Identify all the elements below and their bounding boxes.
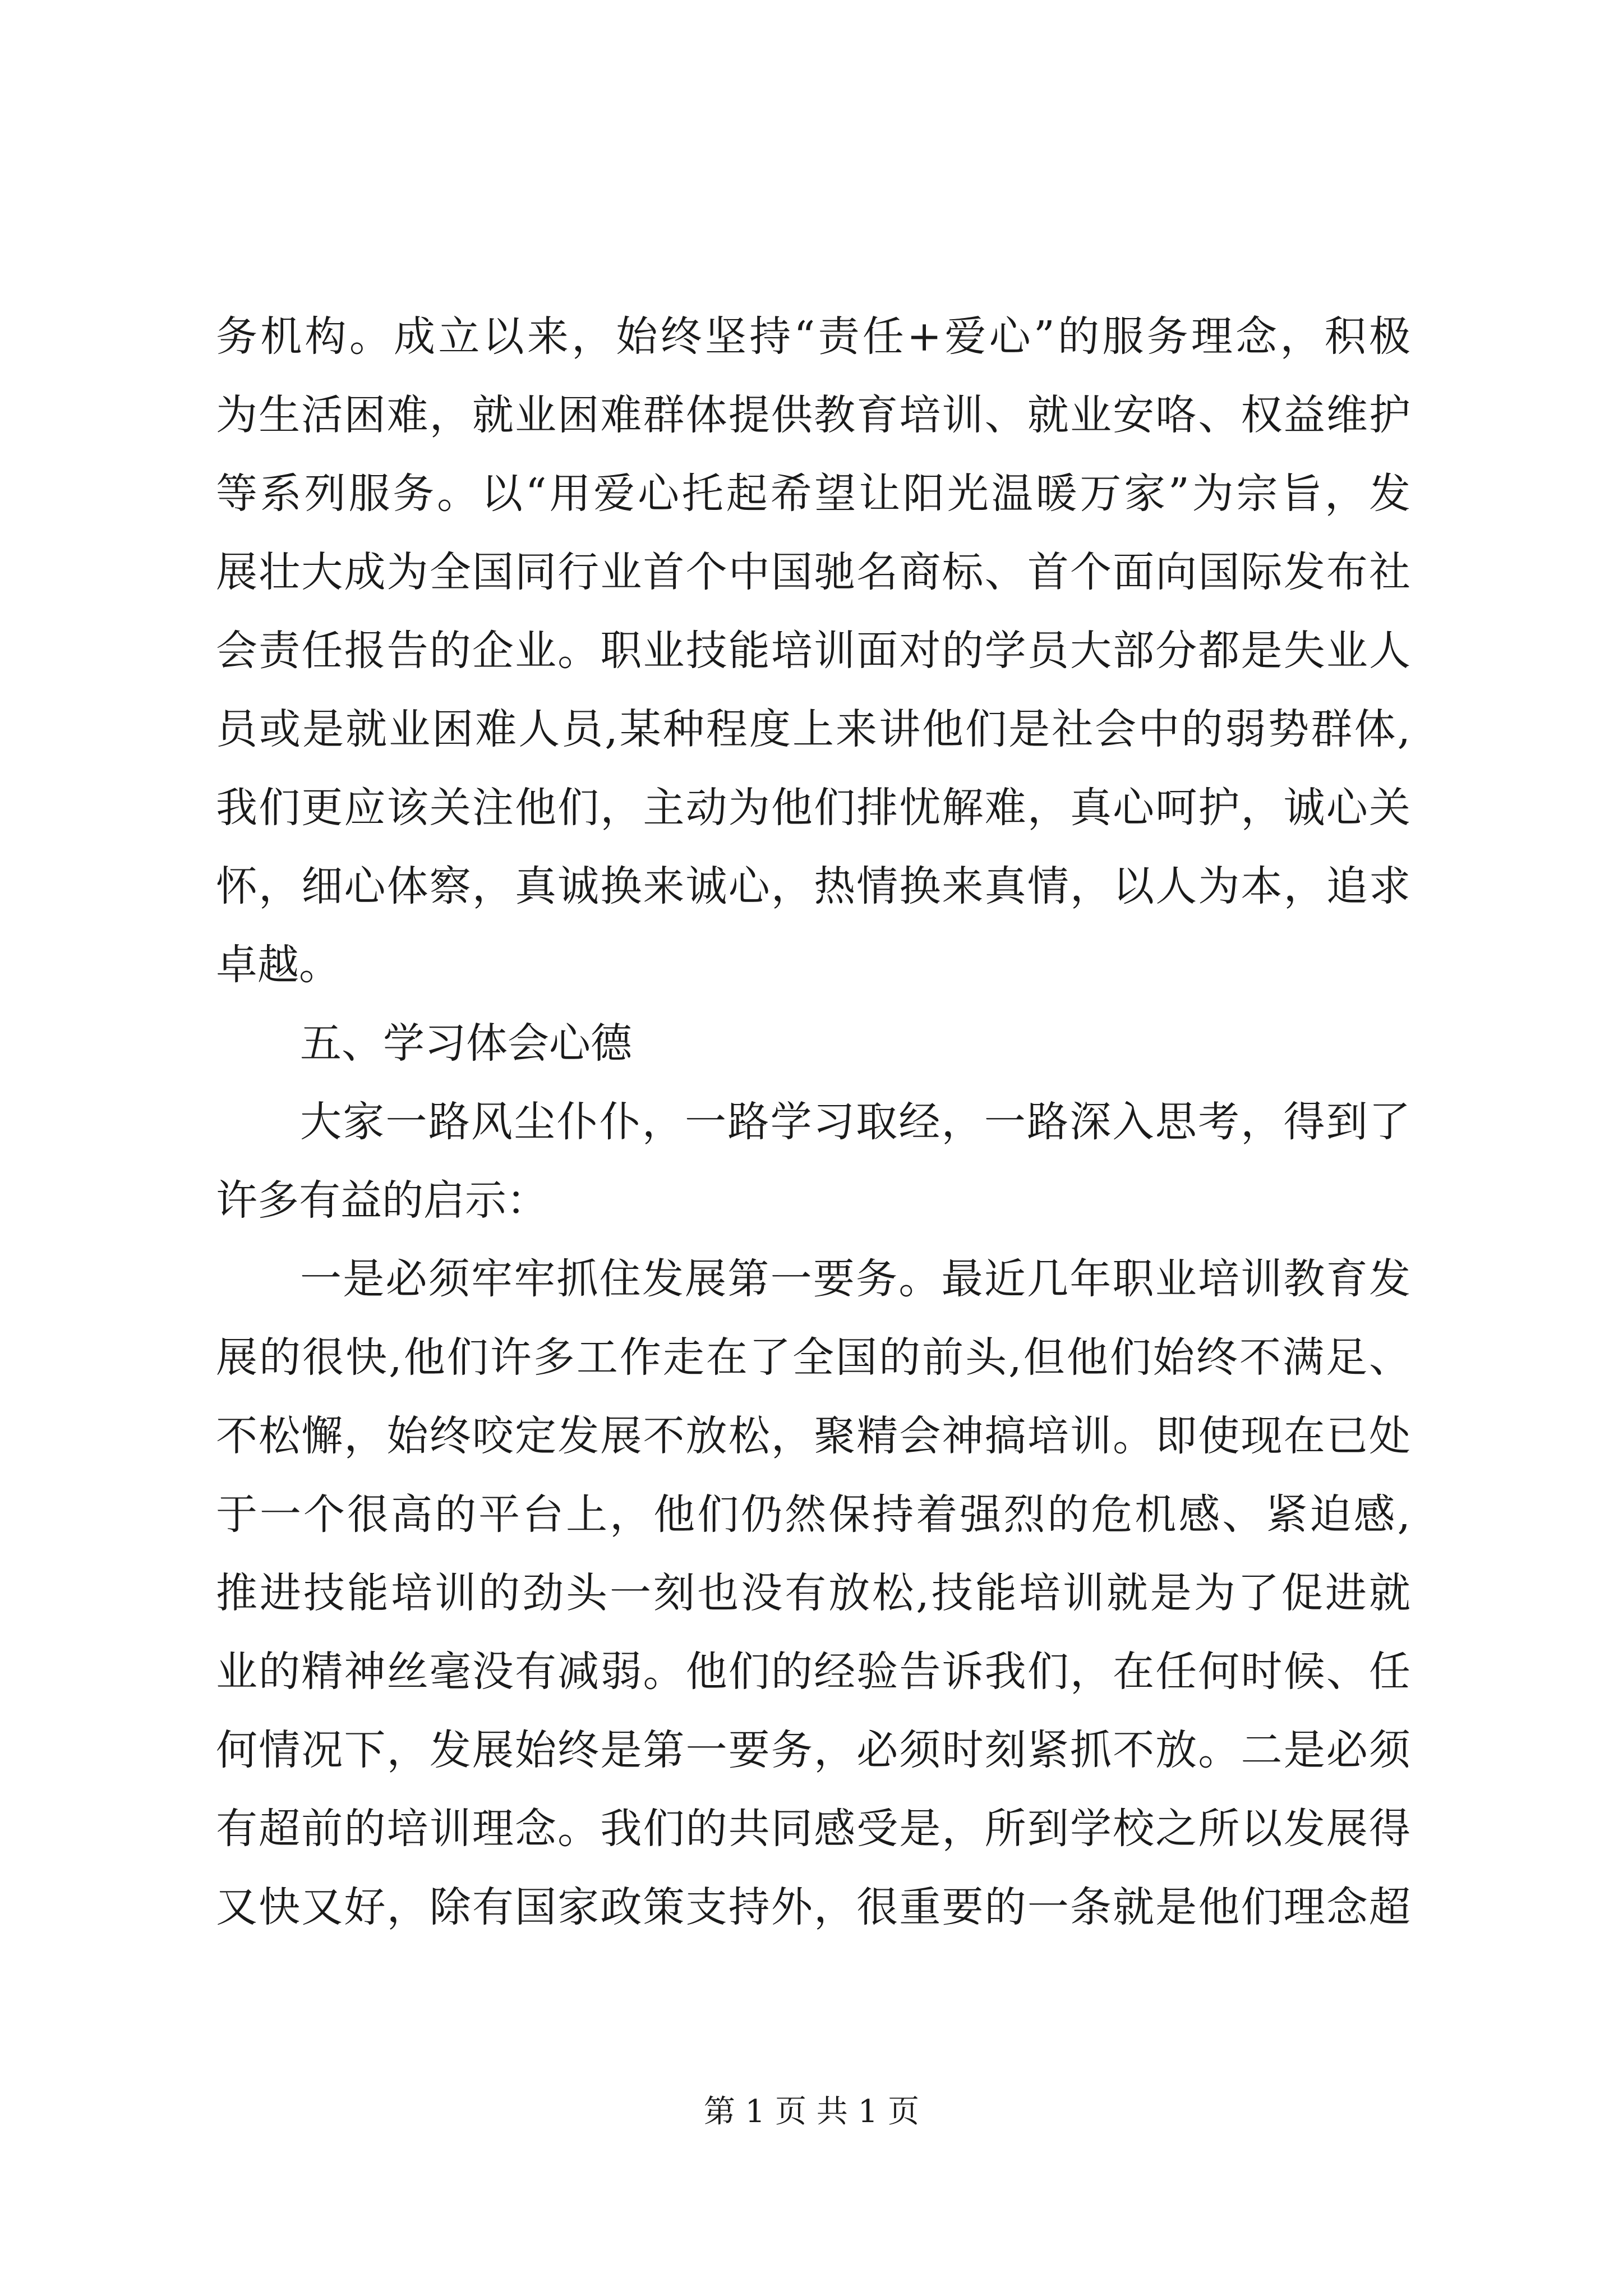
- text-line: 我们更应该关注他们，主动为他们排忧解难，真心呵护，诚心关: [216, 784, 1410, 832]
- text-line: 怀，细心体察，真诚换来诚心，热情换来真情，以人为本，追求: [216, 862, 1410, 910]
- text-line: 许多有益的启示：: [216, 1176, 548, 1225]
- section-heading: 五、学习体会心德: [300, 1019, 632, 1068]
- text-line: 有超前的培训理念。我们的共同感受是，所到学校之所以发展得: [216, 1805, 1410, 1853]
- text-line: 一是必须牢牢抓住发展第一要务。最近几年职业培训教育发: [300, 1255, 1410, 1303]
- text-line: 推进技能培训的劲头一刻也没有放松,技能培训就是为了促进就: [216, 1569, 1410, 1617]
- document-body: [216, 297, 1410, 1947]
- text-line: 业的精神丝毫没有减弱。他们的经验告诉我们，在任何时候、任: [216, 1648, 1410, 1696]
- text-line: 大家一路风尘仆仆，一路学习取经，一路深入思考，得到了: [300, 1098, 1410, 1146]
- text-line: 会责任报告的企业。职业技能培训面对的学员大部分都是失业人: [216, 627, 1410, 675]
- text-line: 为生活困难，就业困难群体提供教育培训、就业安咯、权益维护: [216, 391, 1410, 439]
- text-line: 于一个很高的平台上，他们仍然保持着强烈的危机感、紧迫感,: [216, 1490, 1410, 1539]
- text-line: 展的很快,他们许多工作走在了全国的前头,但他们始终不满足、: [216, 1333, 1410, 1382]
- text-line: 又快又好，除有国家政策支持外，很重要的一条就是他们理念超: [216, 1883, 1410, 1931]
- text-line: 卓越。: [216, 941, 340, 989]
- text-line: 等系列服务。以“用爱心托起希望让阳光温暖万家”为宗旨，发: [216, 470, 1410, 518]
- page-number-footer: 第 1 页 共 1 页: [703, 2093, 920, 2130]
- text-line: 务机构。成立以来，始终坚持“责任+爱心”的服务理念，积极: [216, 312, 1410, 361]
- text-line: 何情况下，发展始终是第一要务，必须时刻紧抓不放。二是必须: [216, 1726, 1410, 1774]
- text-line: 不松懈，始终咬定发展不放松，聚精会神搞培训。即使现在已处: [216, 1412, 1410, 1460]
- text-line: 展壮大成为全国同行业首个中国驰名商标、首个面向国际发布社: [216, 548, 1410, 596]
- text-line: 员或是就业困难人员,某种程度上来讲他们是社会中的弱势群体,: [216, 705, 1410, 753]
